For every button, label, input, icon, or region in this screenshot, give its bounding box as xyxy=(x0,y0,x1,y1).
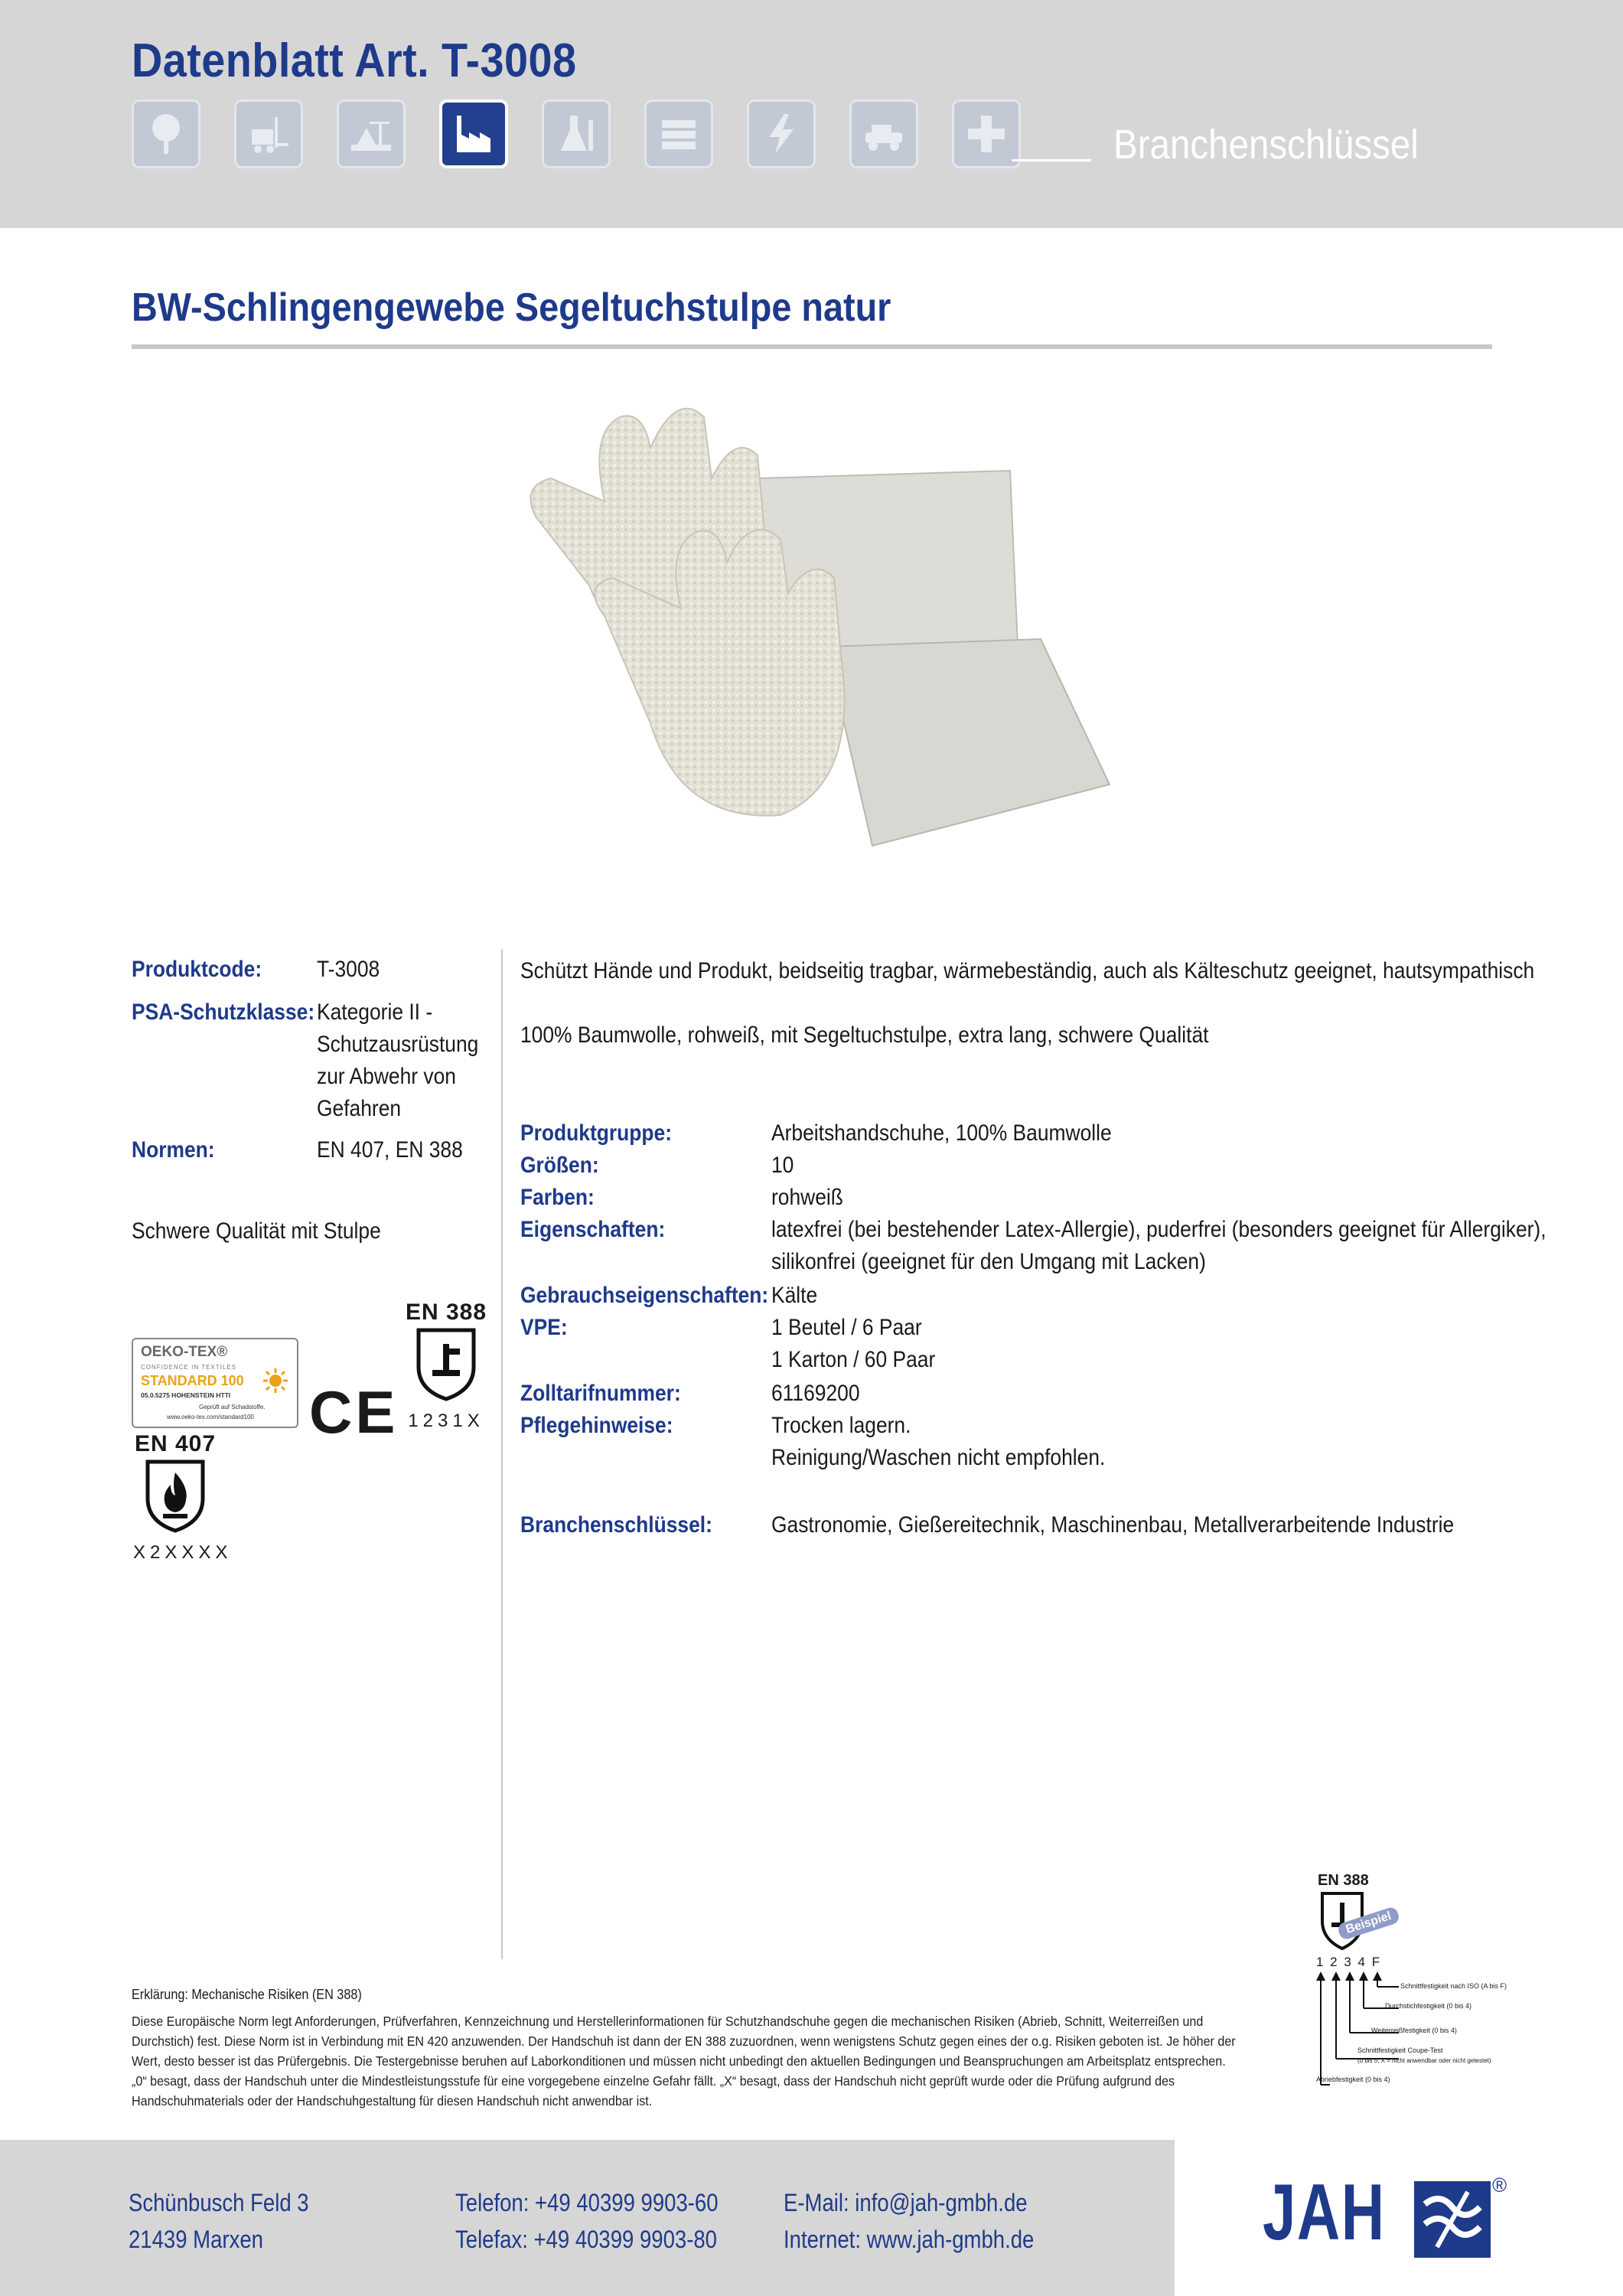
medical-cross-icon xyxy=(952,99,1021,168)
branch-key-label: Branchenschlüssel xyxy=(1113,122,1419,168)
properties-label: Eigenschaften: xyxy=(520,1217,666,1242)
en407-title: EN 407 xyxy=(134,1431,217,1456)
vehicle-icon xyxy=(849,99,918,168)
jah-logo: JAH xyxy=(1263,2168,1386,2257)
factory-icon xyxy=(439,99,508,168)
sizes-label: Größen: xyxy=(520,1153,599,1178)
example-badge: Beispiel xyxy=(1337,1906,1401,1941)
oeko-tex-label xyxy=(132,1338,298,1428)
sizes-value: 10 xyxy=(771,1153,794,1178)
care-label: Pflegehinweise: xyxy=(520,1413,673,1438)
footer-website-link[interactable]: Internet: www.jah-gmbh.de xyxy=(784,2226,1035,2253)
explanation-body: Diese Europäische Norm legt Anforderungen, Prüfverfahren, Kennzeichnung und Herstellerinformationen für Schutzhandschuhe gegen die mechanischen Risiken (Abrieb, Schnitt, Weiterreißen und Durchstich) fest. Diese Norm ist in Verbindung mit EN 420 anzuwenden. Der Handschuh ist dann der EN 388 zuzuordnen, wenn wenigstens Schutz gegen eines der o.g. Risiken geboten ist. Je höher der Wert, desto besser ist das Prüfergebnis. Die Testergebnisse beruhen auf Laborkonditionen und müssen nicht unbedingt den aktuellen Bedingungen und Beanspruchungen am Arbeitsplatz entsprechen. „0“ besagt, dass der Handschuh unter die Mindestleistungsstufe für eine vorgegebene einzelne Gefahr fällt. „X“ besagt, dass der Handschuh nicht geprüft wurde oder die Prüfung aufgrund des Handschuhmaterials oder der Handschuhgestaltung für diesen Handschuh nicht anwendbar ist. xyxy=(132,2014,1236,2108)
psa-class-label: PSA-Schutzklasse: xyxy=(132,1000,315,1025)
forklift-icon xyxy=(234,99,303,168)
example-line-6: Abriebfestigkeit (0 bis 4) xyxy=(1316,2076,1390,2083)
catering-icon xyxy=(644,99,713,168)
jah-emblem-icon xyxy=(1414,2181,1491,2258)
packaging-line-1: 1 Beutel / 6 Paar xyxy=(771,1315,922,1340)
example-line-2: Durchstichfestigkeit (0 bis 4) xyxy=(1385,2002,1472,2010)
document-title: Datenblatt Art. T-3008 xyxy=(132,34,577,87)
laboratory-icon xyxy=(542,99,611,168)
footer-band xyxy=(0,2140,1175,2296)
usage-properties-value: Kälte xyxy=(771,1283,818,1308)
example-line-3: Weiterreißfestigkeit (0 bis 4) xyxy=(1371,2027,1457,2034)
footer-fax: Telefax: +49 40399 9903-80 xyxy=(455,2226,717,2253)
en407-mark xyxy=(133,1431,233,1564)
footer-address-street: Schünbusch Feld 3 xyxy=(129,2189,309,2216)
en388-mark xyxy=(404,1300,488,1432)
lightning-icon xyxy=(747,99,816,168)
description-line-2: 100% Baumwolle, rohweiß, mit Segeltuchstulpe, extra lang, schwere Qualität xyxy=(520,1022,1209,1048)
oeko-tex-tested: Geprüft auf Schadstoffe. xyxy=(199,1404,266,1411)
usage-properties-label: Gebrauchseigenschaften: xyxy=(520,1283,769,1308)
footer-email-link[interactable]: E-Mail: info@jah-gmbh.de xyxy=(784,2189,1028,2216)
flame-shield-icon xyxy=(143,1457,207,1534)
en388-code: 1231X xyxy=(408,1411,484,1431)
registered-mark: ® xyxy=(1492,2174,1507,2197)
oeko-tex-sun-icon xyxy=(262,1367,289,1394)
quality-note: Schwere Qualität mit Stulpe xyxy=(132,1218,381,1244)
customs-number-label: Zolltarifnummer: xyxy=(520,1381,681,1406)
care-line-1: Trocken lagern. xyxy=(771,1413,911,1438)
example-code: 1 2 3 4 F xyxy=(1316,1955,1382,1969)
branch-key-spec-label: Branchenschlüssel: xyxy=(520,1512,712,1538)
oeko-tex-brand: OEKO-TEX® xyxy=(141,1344,228,1360)
description-line-1: Schützt Hände und Produkt, beidseitig tragbar, wärmebeständig, auch als Kälteschutz geeignet, hautsympathisch xyxy=(520,958,1535,983)
explanation-title: Erklärung: Mechanische Risiken (EN 388) xyxy=(132,1987,362,2002)
example-title: EN 388 xyxy=(1318,1872,1369,1889)
oeko-tex-url: www.oeko-tex.com/standard100 xyxy=(167,1414,254,1420)
hammer-shield-icon xyxy=(414,1326,478,1402)
care-line-2: Reinigung/Waschen nicht empfohlen. xyxy=(771,1445,1106,1470)
packaging-line-2: 1 Karton / 60 Paar xyxy=(771,1347,936,1372)
example-line-5: (0 bis 5; X = nicht anwendbar oder nicht getestet) xyxy=(1357,2057,1491,2064)
ce-mark: CE xyxy=(309,1378,399,1446)
header-band xyxy=(0,0,1623,228)
oeko-tex-number: 05.0.5275 HOHENSTEIN HTTI xyxy=(141,1391,231,1399)
norms-value: EN 407, EN 388 xyxy=(317,1137,463,1163)
footer-phone: Telefon: +49 40399 9903-60 xyxy=(455,2189,719,2216)
product-title: BW-Schlingengewebe Segeltuchstulpe natur xyxy=(132,285,891,330)
branch-key-spec-value: Gastronomie, Gießereitechnik, Maschinenbau, Metallverarbeitende Industrie xyxy=(771,1512,1455,1538)
psa-class-line-3: zur Abwehr von xyxy=(317,1064,456,1089)
en388-example-diagram xyxy=(1309,1872,1507,2094)
oeko-tex-standard: STANDARD 100 xyxy=(141,1373,244,1388)
en388-title: EN 388 xyxy=(405,1300,487,1325)
oeko-tex-tagline: CONFIDENCE IN TEXTILES xyxy=(141,1364,236,1371)
psa-class-line-2: Schutzausrüstung xyxy=(317,1032,479,1057)
en407-code: X2XXXX xyxy=(133,1542,233,1563)
psa-class-line-1: Kategorie II - xyxy=(317,1000,433,1025)
example-line-4: Schnittfestigkeit Coupe-Test xyxy=(1357,2047,1443,2054)
customs-number-value: 61169200 xyxy=(771,1381,860,1406)
title-divider xyxy=(132,344,1492,349)
product-code-value: T-3008 xyxy=(317,957,380,982)
tree-icon xyxy=(132,99,200,168)
product-gloves-image xyxy=(505,386,1117,861)
column-divider xyxy=(501,949,503,1959)
norms-label: Normen: xyxy=(132,1137,215,1163)
properties-line-1: latexfrei (bei bestehender Latex-Allergie), puderfrei (besonders geeignet für Allergiker), xyxy=(771,1217,1546,1242)
colors-label: Farben: xyxy=(520,1185,595,1210)
psa-class-line-4: Gefahren xyxy=(317,1096,402,1121)
colors-value: rohweiß xyxy=(771,1185,843,1210)
example-line-1: Schnittfestigkeit nach ISO (A bis F) xyxy=(1400,1982,1507,1990)
product-group-label: Produktgruppe: xyxy=(520,1120,672,1146)
construction-icon xyxy=(337,99,406,168)
sector-icon-row xyxy=(132,99,1021,168)
product-code-label: Produktcode: xyxy=(132,957,262,982)
packaging-label: VPE: xyxy=(520,1315,568,1340)
product-group-value: Arbeitshandschuhe, 100% Baumwolle xyxy=(771,1120,1112,1146)
footer-address-city: 21439 Marxen xyxy=(129,2226,263,2253)
branch-divider-line xyxy=(1012,159,1091,161)
properties-line-2: silikonfrei (geeignet für den Umgang mit Lacken) xyxy=(771,1249,1206,1274)
